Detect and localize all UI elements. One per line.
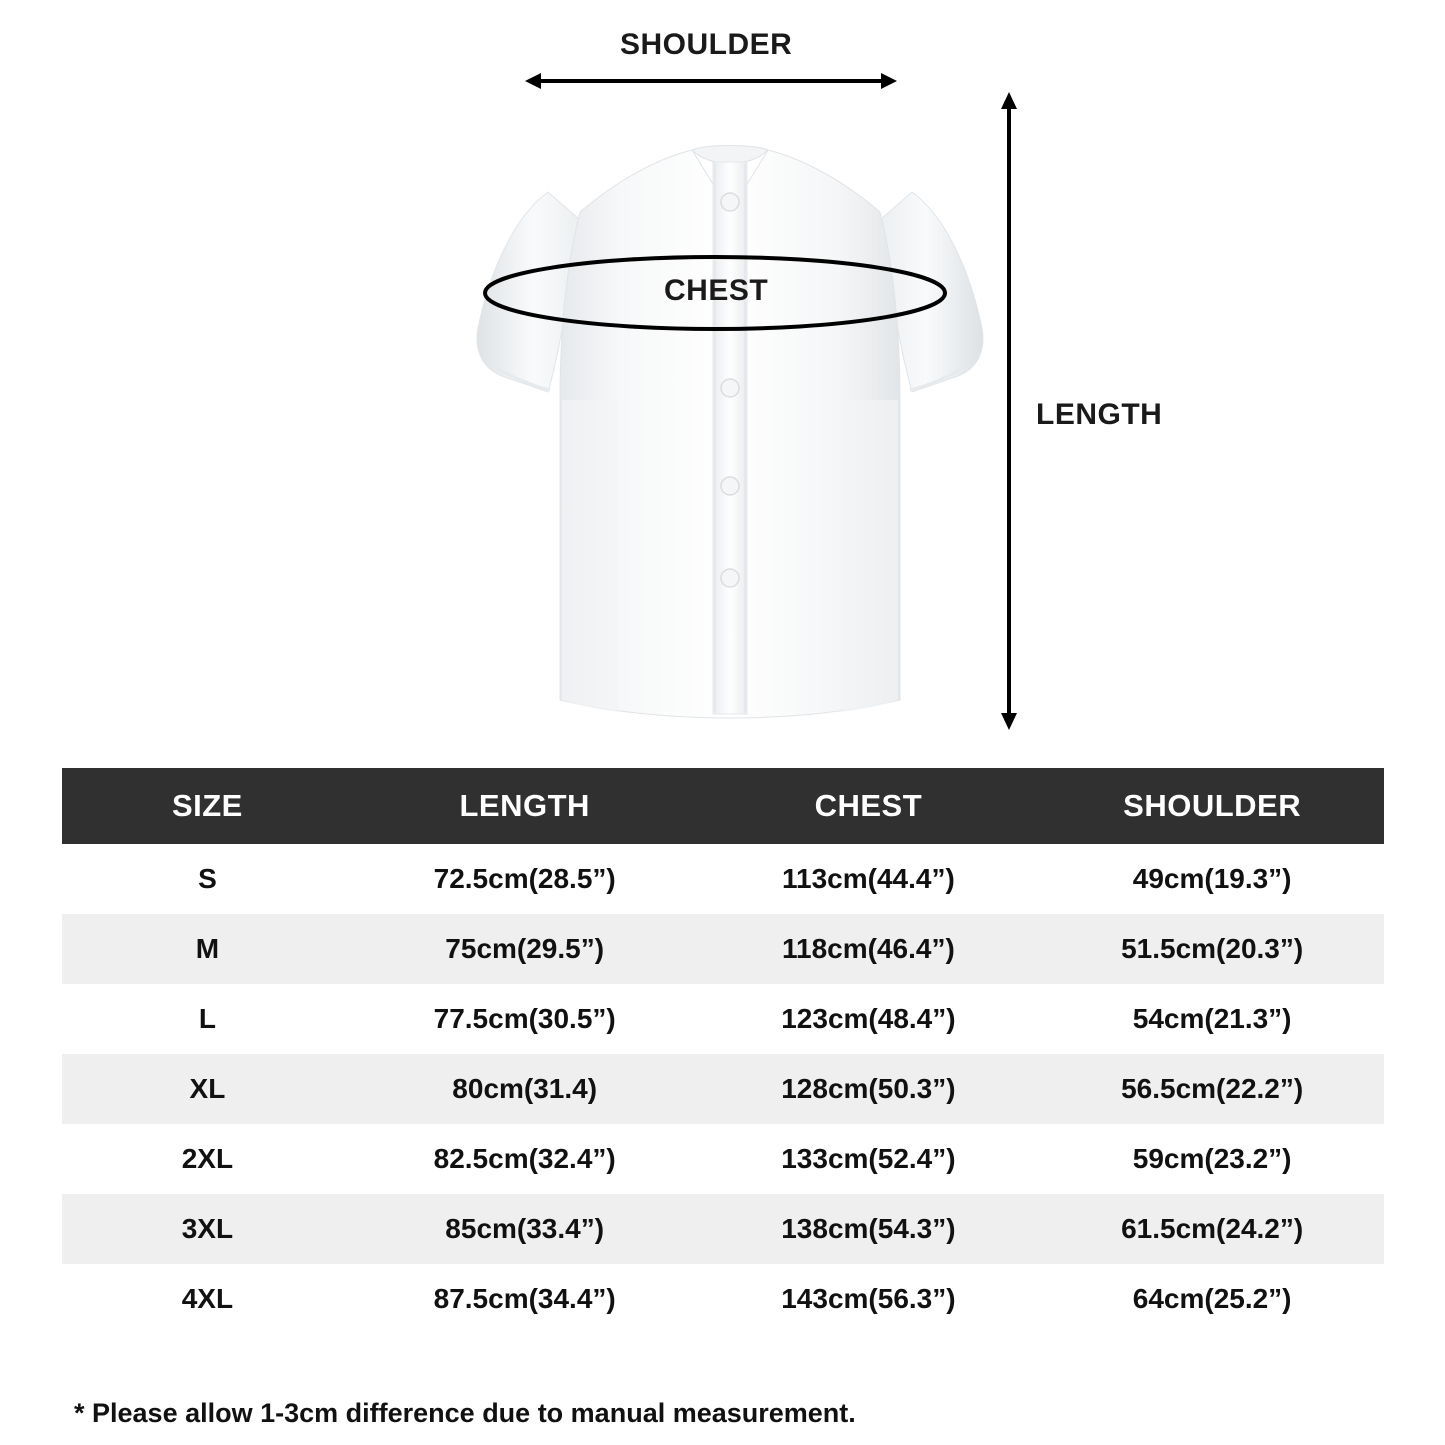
jersey-illustration [430, 100, 1030, 730]
cell-length: 75cm(29.5”) [353, 914, 697, 984]
cell-chest: 113cm(44.4”) [697, 844, 1041, 914]
length-label: LENGTH [1036, 398, 1163, 431]
table-row [62, 1054, 1384, 1124]
cell-length: 72.5cm(28.5”) [353, 844, 697, 914]
shoulder-arrow-icon [525, 70, 897, 92]
cell-shoulder: 64cm(25.2”) [1040, 1264, 1384, 1334]
table-row [62, 1264, 1384, 1334]
cell-length: 80cm(31.4) [353, 1054, 697, 1124]
cell-size: L [62, 984, 353, 1054]
cell-size: 3XL [62, 1194, 353, 1264]
table-header [62, 768, 1384, 844]
chest-label: CHEST [664, 274, 769, 307]
cell-shoulder: 49cm(19.3”) [1040, 844, 1384, 914]
table-row [62, 1124, 1384, 1194]
table-row [62, 984, 1384, 1054]
cell-shoulder: 56.5cm(22.2”) [1040, 1054, 1384, 1124]
measurement-footnote: * Please allow 1-3cm difference due to manual measurement. [74, 1398, 856, 1428]
cell-chest: 128cm(50.3”) [697, 1054, 1041, 1124]
cell-shoulder: 51.5cm(20.3”) [1040, 914, 1384, 984]
cell-chest: 143cm(56.3”) [697, 1264, 1041, 1334]
header-length: LENGTH [353, 768, 697, 844]
cell-size: 2XL [62, 1124, 353, 1194]
cell-length: 82.5cm(32.4”) [353, 1124, 697, 1194]
cell-chest: 123cm(48.4”) [697, 984, 1041, 1054]
cell-size: 4XL [62, 1264, 353, 1334]
cell-chest: 118cm(46.4”) [697, 914, 1041, 984]
cell-length: 77.5cm(30.5”) [353, 984, 697, 1054]
size-table [62, 768, 1384, 1334]
header-shoulder: SHOULDER [1040, 768, 1384, 844]
table-row [62, 844, 1384, 914]
shoulder-label: SHOULDER [620, 28, 793, 61]
cell-shoulder: 54cm(21.3”) [1040, 984, 1384, 1054]
table-row [62, 914, 1384, 984]
table-header-row [62, 768, 1384, 844]
cell-size: S [62, 844, 353, 914]
cell-shoulder: 59cm(23.2”) [1040, 1124, 1384, 1194]
cell-shoulder: 61.5cm(24.2”) [1040, 1194, 1384, 1264]
cell-size: M [62, 914, 353, 984]
cell-chest: 138cm(54.3”) [697, 1194, 1041, 1264]
table-body [62, 844, 1384, 1334]
cell-length: 87.5cm(34.4”) [353, 1264, 697, 1334]
cell-chest: 133cm(52.4”) [697, 1124, 1041, 1194]
cell-length: 85cm(33.4”) [353, 1194, 697, 1264]
header-size: SIZE [62, 768, 353, 844]
table-row [62, 1194, 1384, 1264]
cell-size: XL [62, 1054, 353, 1124]
header-chest: CHEST [697, 768, 1041, 844]
size-table-container [62, 768, 1384, 1334]
